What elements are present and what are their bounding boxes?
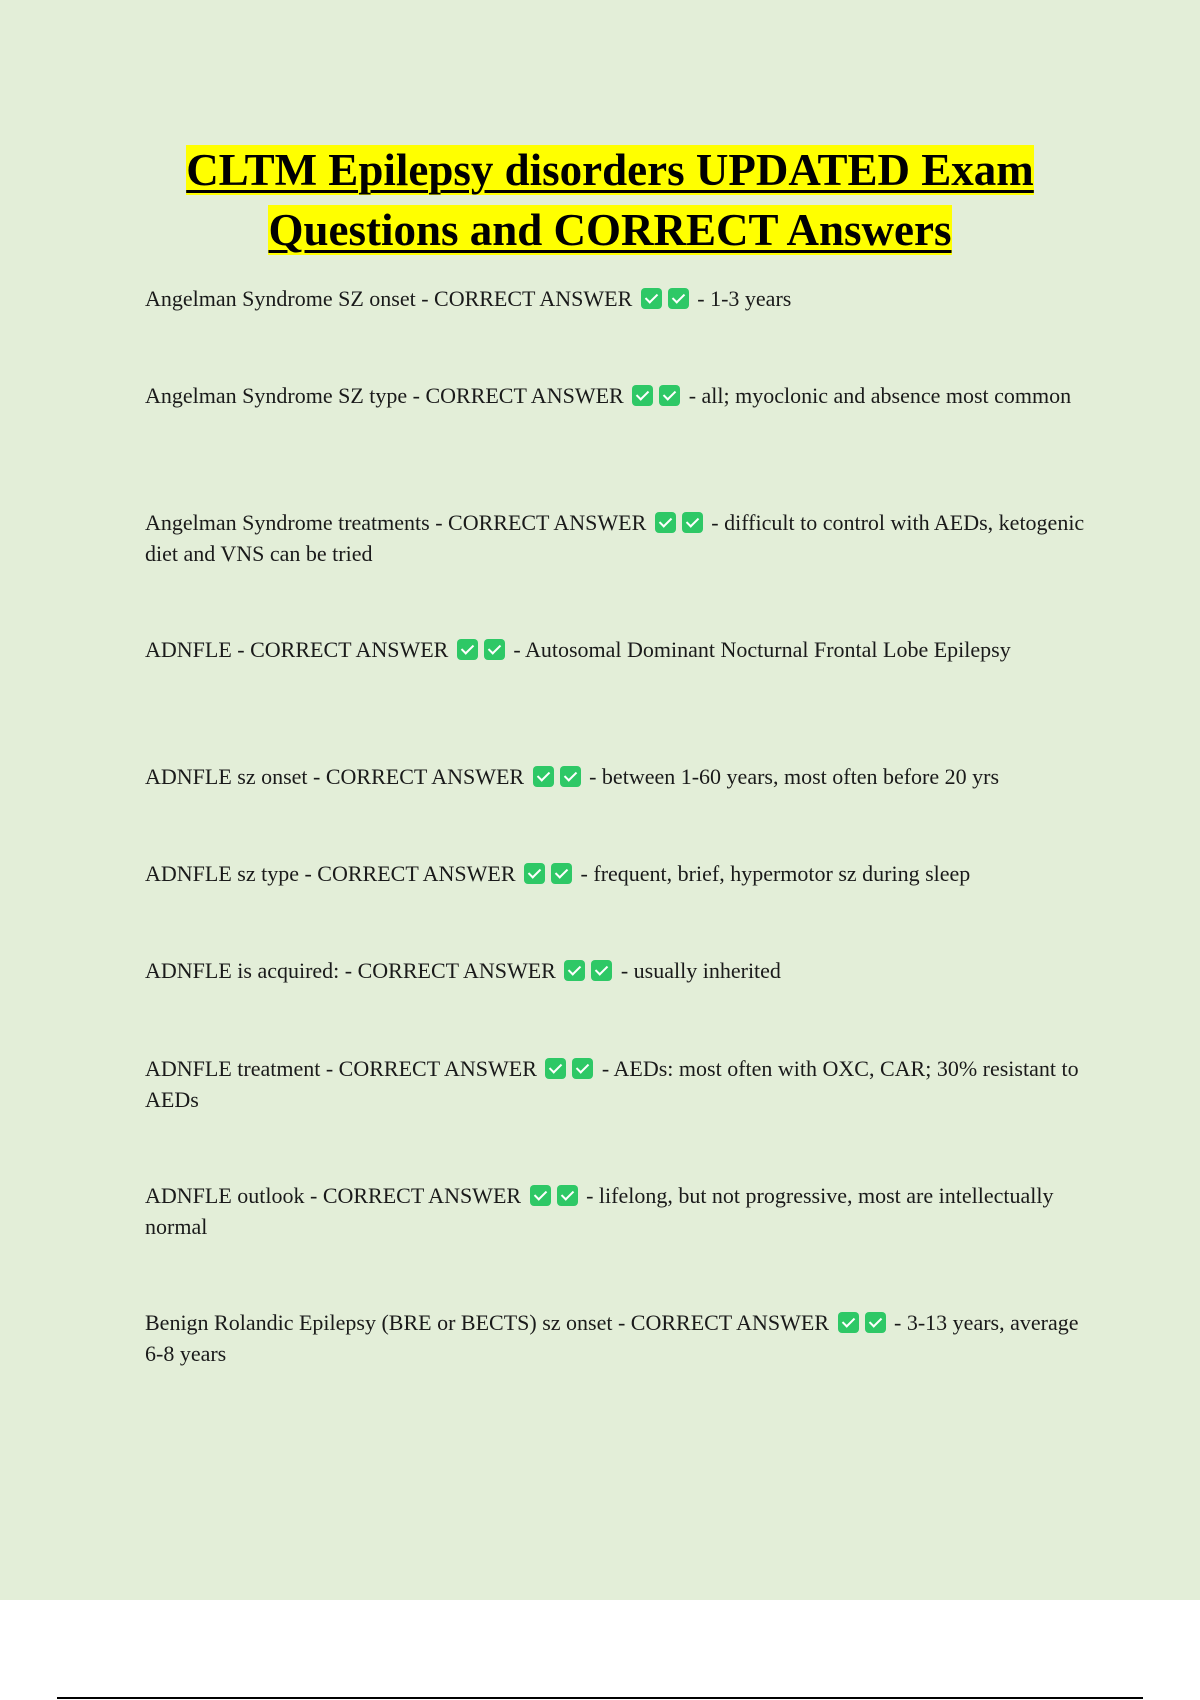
qa-question: ADNFLE is acquired: - CORRECT ANSWER (145, 958, 556, 983)
check-mark-icon (659, 385, 680, 406)
check-mark-icon (457, 639, 478, 660)
qa-answer: - difficult to control with AEDs, ketogenic diet and VNS can be tried (145, 510, 1085, 566)
qa-answer: - AEDs: most often with OXC, CAR; 30% resistant to AEDs (145, 1056, 1079, 1112)
check-mark-icon (551, 863, 572, 884)
qa-question: ADNFLE - CORRECT ANSWER (145, 637, 449, 662)
check-mark-icon (533, 766, 554, 787)
qa-question: ADNFLE outlook - CORRECT ANSWER (145, 1183, 522, 1208)
title-line-1: CLTM Epilepsy disorders UPDATED Exam (186, 145, 1034, 195)
qa-answer: - 3-13 years, average 6-8 years (145, 1310, 1079, 1366)
qa-question: Angelman Syndrome SZ onset - CORRECT ANSWER (145, 286, 633, 311)
check-mark-icon (655, 512, 676, 533)
check-mark-icon (484, 639, 505, 660)
check-mark-icon (865, 1312, 886, 1333)
check-mark-icon (524, 863, 545, 884)
qa-entry (145, 1053, 1095, 1115)
title-line-2: Questions and CORRECT Answers (268, 205, 952, 255)
qa-answer: - frequent, brief, hypermotor sz during sleep (580, 861, 971, 886)
qa-answer: - usually inherited (620, 958, 781, 983)
qa-question: ADNFLE sz onset - CORRECT ANSWER (145, 764, 525, 789)
qa-entry (145, 955, 1095, 986)
check-mark-icon (668, 288, 689, 309)
qa-answer: - between 1-60 years, most often before 20 yrs (589, 764, 1000, 789)
qa-question: Angelman Syndrome treatments - CORRECT ANSWER (145, 510, 647, 535)
check-mark-icon (838, 1312, 859, 1333)
check-mark-icon (572, 1058, 593, 1079)
check-mark-icon (560, 766, 581, 787)
check-mark-icon (557, 1185, 578, 1206)
qa-question: Angelman Syndrome SZ type - CORRECT ANSWER (145, 383, 624, 408)
check-mark-icon (545, 1058, 566, 1079)
check-mark-icon (530, 1185, 551, 1206)
qa-entry (145, 761, 1095, 792)
check-mark-icon (641, 288, 662, 309)
check-mark-icon (682, 512, 703, 533)
qa-question: ADNFLE treatment - CORRECT ANSWER (145, 1056, 537, 1081)
footer-divider (57, 1697, 1143, 1699)
qa-answer: - 1-3 years (697, 286, 792, 311)
qa-entry (145, 1180, 1095, 1242)
check-mark-icon (632, 385, 653, 406)
qa-entry (145, 1307, 1095, 1369)
qa-question: ADNFLE sz type - CORRECT ANSWER (145, 861, 516, 886)
qa-entry (145, 380, 1095, 411)
qa-question: Benign Rolandic Epilepsy (BRE or BECTS) sz onset - CORRECT ANSWER (145, 1310, 830, 1335)
qa-answer: - all; myoclonic and absence most common (688, 383, 1072, 408)
qa-entry (145, 634, 1095, 665)
qa-entry (145, 283, 1095, 314)
qa-entry (145, 858, 1095, 889)
document-title (130, 140, 1090, 260)
qa-entry (145, 507, 1095, 569)
check-mark-icon (564, 960, 585, 981)
qa-answer: - Autosomal Dominant Nocturnal Frontal Lobe Epilepsy (513, 637, 1011, 662)
check-mark-icon (591, 960, 612, 981)
qa-answer: - lifelong, but not progressive, most are intellectually normal (145, 1183, 1054, 1239)
